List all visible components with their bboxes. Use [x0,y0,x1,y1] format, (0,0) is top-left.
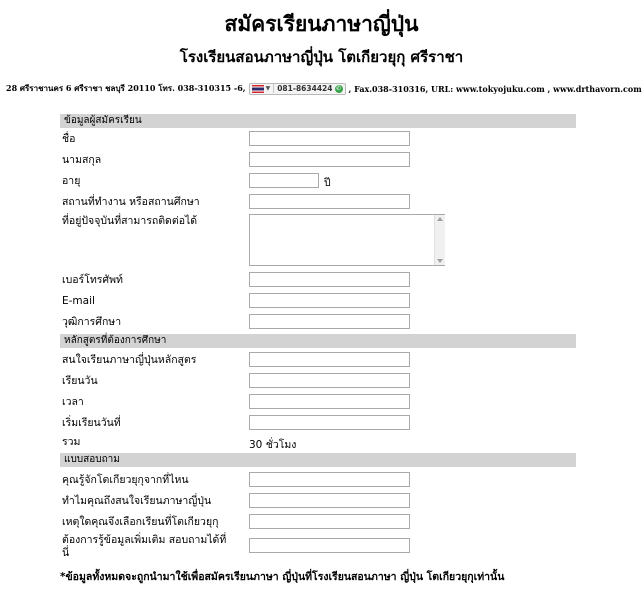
address-suffix: , Fax.038-310316, URL: www.tokyojuku.com , www.drthavorn.com [348,83,642,94]
workplace-input[interactable] [249,194,410,209]
address-scrollbar[interactable] [434,215,445,265]
survey-q1-input[interactable] [249,472,410,487]
phone-label: เบอร์โทรศัพท์ [62,274,123,286]
survey-q3-label: เหตุใดคุณจึงเลือกเรียนที่โตเกียวยุกุ [62,516,219,528]
start-date-input[interactable] [249,415,410,430]
program-label: สนใจเรียนภาษาญี่ปุ่นหลักสูตร [62,354,197,366]
email-input[interactable] [249,293,410,308]
surname-label: นามสกุล [62,154,102,166]
age-label: อายุ [62,175,81,187]
days-input[interactable] [249,373,410,388]
phone-number: 081-8634424 [277,84,333,93]
education-label: วุฒิการศึกษา [62,316,122,328]
total-hours: 30 ชั่วโมง [249,439,297,451]
survey-q3-input[interactable] [249,514,410,529]
contact-address [6,82,642,95]
phone-widget[interactable] [249,83,346,95]
education-input[interactable] [249,314,410,329]
section-course: หลักสูตรที่ต้องการศึกษา [60,334,576,348]
start-date-label: เริ่มเรียนวันที่ [62,417,121,429]
section-applicant: ข้อมูลผู้สมัครเรียน [60,114,576,128]
school-name: โรงเรียนสอนภาษาญี่ปุ่น โตเกียวยุกุ ศรีราชา [179,48,464,66]
phone-input[interactable] [249,272,410,287]
survey-q4-input[interactable] [249,538,410,553]
address-textarea[interactable] [249,214,445,266]
age-unit: ปี [324,177,331,189]
days-label: เรียนวัน [62,375,98,387]
call-icon: ✆ [335,84,342,92]
divider [273,84,274,93]
time-label: เวลา [62,396,84,408]
total-label: รวม [62,436,81,448]
workplace-label: สถานที่ทำงาน หรือสถานศึกษา [62,196,200,208]
scroll-down-icon[interactable] [437,259,443,263]
age-input[interactable] [249,173,319,188]
survey-q2-input[interactable] [249,493,410,508]
scroll-up-icon[interactable] [437,217,443,221]
email-label: E-mail [62,295,95,307]
section-survey: แบบสอบถาม [60,453,576,467]
survey-q2-label: ทำไมคุณถึงสนใจเรียนภาษาญี่ปุ่น [62,495,212,507]
privacy-note: *ข้อมูลทั้งหมดจะถูกนำมาใช้เพื่อสมัครเรียนภาษา ญี่ปุ่นที่โรงเรียนสอนภาษา ญี่ปุ่น โตเกียวยุกุเท่านั้น [60,571,505,583]
address-prefix: 28 ศรีราชานคร 6 ศรีราชา ชลบุรี 20110 โทร. 038-310315 -6, [6,83,246,93]
surname-input[interactable] [249,152,410,167]
address-label: ที่อยู่ปัจจุบันที่สามารถติดต่อได้ [62,215,198,227]
page-title: สมัครเรียนภาษาญี่ปุ่น [224,11,419,36]
survey-q1-label: คุณรู้จักโตเกียวยุกุจากที่ไหน [62,474,189,486]
chevron-down-icon: ▼ [265,85,271,92]
name-input[interactable] [249,131,410,146]
time-input[interactable] [249,394,410,409]
survey-q4-label: ต้องการรู้ข้อมูลเพิ่มเติม สอบถามได้ที่ [62,534,227,546]
thai-flag-icon [252,85,264,93]
program-input[interactable] [249,352,410,367]
name-label: ชื่อ [62,133,76,145]
survey-q4-label-line2: นี่ [62,547,70,559]
